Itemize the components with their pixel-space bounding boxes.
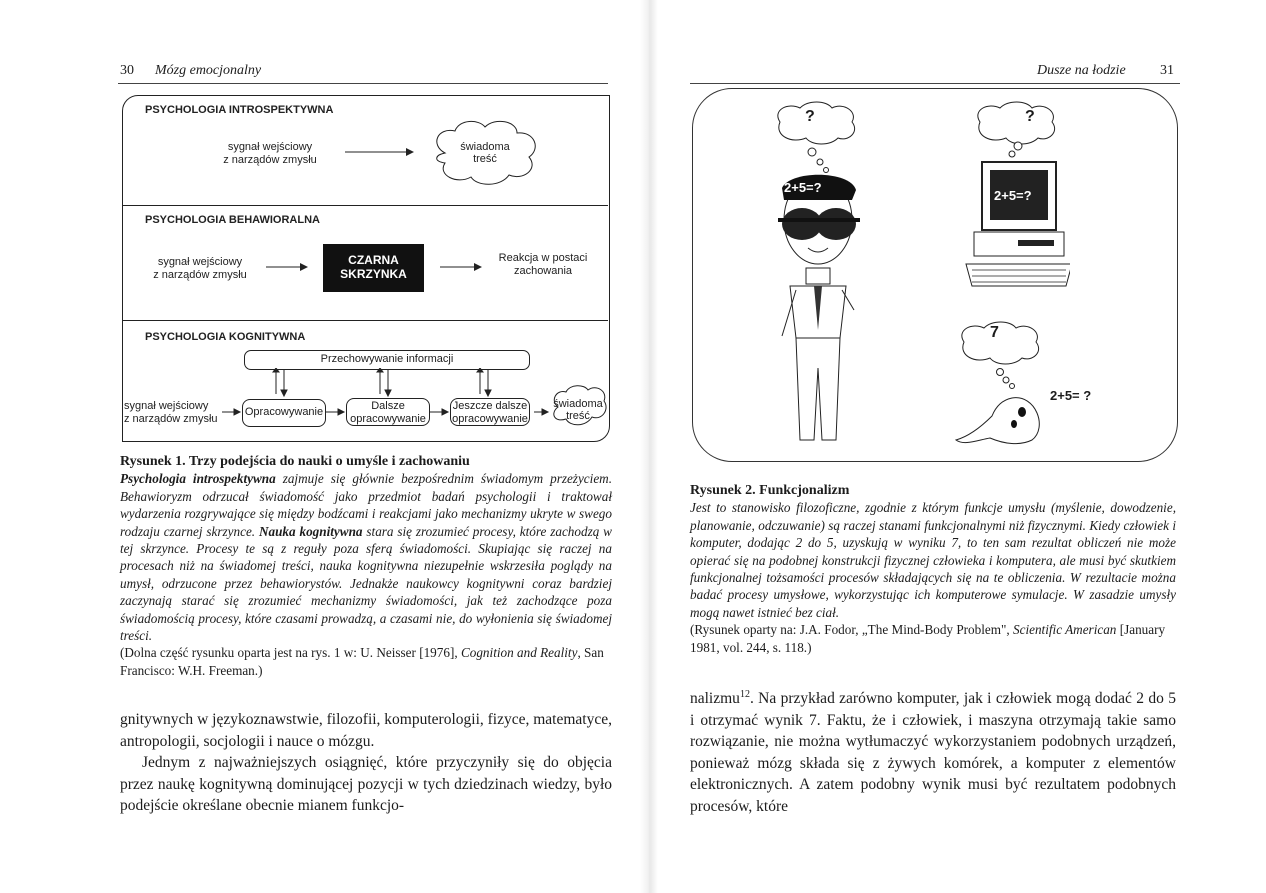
panel-behavioral-title: PSYCHOLOGIA BEHAWIORALNA [145, 214, 320, 226]
panel-cognitive-title: PSYCHOLOGIA KOGNITYWNA [145, 331, 306, 343]
term-cognitive-science: Nauka kognitywna [258, 523, 363, 539]
panel1-output-label [445, 141, 525, 165]
panel-divider-2 [122, 320, 608, 321]
ghost-thought-text: 7 [990, 324, 999, 341]
caption-text-part2: stara się zrozumieć procesy, które zachodzą w tej skrzynce. Procesy te są z reguły poza sferą świadomości. Skupiając się raczej na procesach niż na świadomej treści, nauka kognitywna niezupełnie wskrzesiła poglądy na umysł, odrzucone przez behawiorystów. Jednakże naukowcy kognitywni coraz bardziej zaczynają starać się zrozumieć mechanizmy świadomości, jak też zachodzące poza świadomością procesy, które czasami prowadzą, a czasami nie, do wyłonienia się świadomej treści. [120, 523, 612, 644]
computer-thought-text: ? [1025, 108, 1035, 125]
right-header-rule [690, 83, 1180, 84]
step-further-processing-node [346, 398, 430, 426]
right-running-title: Dusze na łodzie [1037, 63, 1126, 78]
source-b: , San Francisco: W.H. Freeman.) [120, 645, 604, 678]
figure-1-caption [120, 453, 612, 679]
figure-1-caption-text [120, 470, 612, 644]
panel3-input-line2: z narządów zmysłu [124, 413, 218, 425]
ghost-illustration-icon [940, 320, 1070, 450]
panel2-input-line1: sygnał wejściowy [157, 256, 243, 268]
caption-text-part1: zajmuje się głównie bezpośrednim świadomym przeżyciem. Behawioryzm odrzucał świadomość jako przedmiot badań psychologii i traktował wydarzenia rozgrywające się między bodźcami i reakcjami jako mechanizmy ukryte w swego rodzaju czarnej skrzynce. [120, 471, 612, 539]
panel3-input-line1: sygnał wejściowy [124, 400, 209, 412]
figure-2-caption [690, 482, 1176, 656]
panel1-arrow-icon [340, 145, 420, 159]
black-box-line1: CZARNA [348, 253, 399, 267]
panel1-input-label [215, 141, 325, 167]
panel1-input-line2: z narządów zmysłu [223, 154, 317, 166]
step-even-further-processing-node [450, 398, 530, 426]
black-box [323, 244, 424, 292]
source-title: Cognition and Reality [460, 645, 578, 661]
person-illustration-icon [760, 100, 880, 450]
figure-1-caption-title: Rysunek 1. Trzy podejścia do nauki o umyśle i zachowaniu [120, 454, 470, 469]
figure-2-source [690, 621, 1176, 656]
fig2-source-title: Scientific American [1013, 622, 1117, 638]
panel2-output-line2: zachowania [513, 265, 573, 277]
right-body-rest: . Na przykład zarówno komputer, jak i człowiek mogą dodać 2 do 5 i otrzymać wynik 7. Faktu, że i człowiek, i maszyna otrzymają takie samo rozwiązanie, nie można wytłumaczyć wykorzystaniem podobnych urządzeń, ponieważ mózg składa się z żywych komórek, a komputer z elementów elektronicznych. A zatem podobny wynik musi być rezultatem podobnych procesów, które [690, 690, 1176, 815]
footnote-marker[interactable]: 12 [739, 689, 750, 700]
fig2-source-b: [January 1981, vol. 244, s. 118.) [690, 622, 1166, 655]
left-paragraph-2: Jednym z najważniejszych osiągnięć, które przyczyniły się do objęcia przez naukę kognitywną dominującej pozycji w tych dziedzinach wiedzy, było podejście określane obecnie mianem funkcjo- [120, 754, 612, 814]
source-a: (Dolna część rysunku oparta jest na rys. 1 w: U. Neisser [1976], [120, 645, 461, 661]
right-body-text [690, 684, 1176, 817]
figure-1-source [120, 644, 612, 679]
left-page-number: 30 [120, 63, 134, 78]
panel3-input-label [124, 400, 224, 426]
figure-2-caption-title: Rysunek 2. Funkcjonalizm [690, 483, 850, 498]
step2-line1: Dalsze [371, 400, 405, 412]
panel2-arrow-out-icon [436, 260, 486, 274]
left-paragraph-1: gnitywnych w językoznawstwie, filozofii, komputerologii, fizyce, matematyce, antropologii, socjologii i nauce o mózgu. [120, 711, 612, 750]
person-thought-text: ? [805, 108, 815, 125]
left-body-text [120, 709, 612, 817]
panel3-output-line1: świadoma [553, 398, 603, 410]
panel1-input-line1: sygnał wejściowy [227, 141, 313, 153]
term-introspective: Psychologia introspektywna [120, 471, 276, 487]
panel3-output-label [550, 398, 606, 422]
step3-line1: Jeszcze dalsze [452, 400, 528, 412]
step3-line2: opracowywanie [452, 413, 528, 425]
step2-line2: opracowywanie [350, 413, 426, 425]
storage-node: Przechowywanie informacji [244, 350, 530, 370]
black-box-line2: SKRZYNKA [340, 267, 407, 281]
ghost-text: 2+5= ? [1050, 388, 1092, 403]
book-spine [640, 0, 658, 893]
right-paragraph-1 [690, 684, 1176, 817]
panel2-input-line2: z narządów zmysłu [153, 269, 247, 281]
panel2-input-label [140, 256, 260, 282]
panel-divider-1 [122, 205, 608, 206]
panel3-output-line2: treść [566, 410, 590, 422]
figure-2-caption-text: Jest to stanowisko filozoficzne, zgodnie z którym funkcje umysłu (myślenie, dowodzenie, planowanie, odczuwanie) są raczej stanami funkcjonalnymi niż fizycznymi. Kiedy człowiek i komputer, dodając 2 do 5, uzyskują w wyniku 7, to ten sam rezultat obliczeń nie może opierać się na podobnej konstrukcji fizycznej człowieka i komputera, ale musi być skutkiem funkcjonalnej tożsamości procesów składających się na te obliczenia. W rezultacie można badać procesy umysłowe, wykorzystując ich komputerowe symulacje. W zasadzie umysły mogą nawet istnieć bez ciał. [690, 500, 1176, 620]
computer-screen-text: 2+5=? [994, 188, 1032, 203]
right-body-start: nalizmu [690, 690, 740, 708]
right-page-number: 31 [1160, 63, 1174, 78]
left-running-title: Mózg emocjonalny [155, 63, 262, 78]
panel2-output-label [488, 252, 598, 278]
person-hat-text: 2+5=? [784, 180, 822, 195]
panel2-arrow-in-icon [262, 260, 312, 274]
step-processing-node: Opracowywanie [242, 399, 326, 427]
panel1-output-line2: treść [473, 153, 497, 165]
panel2-output-line1: Reakcja w postaci [498, 252, 588, 264]
panel-introspective-title: PSYCHOLOGIA INTROSPEKTYWNA [145, 104, 334, 116]
panel1-output-line1: świadoma [460, 141, 510, 153]
fig2-source-a: (Rysunek oparty na: J.A. Fodor, „The Mind-Body Problem", [690, 622, 1013, 638]
left-header-rule [118, 83, 608, 84]
